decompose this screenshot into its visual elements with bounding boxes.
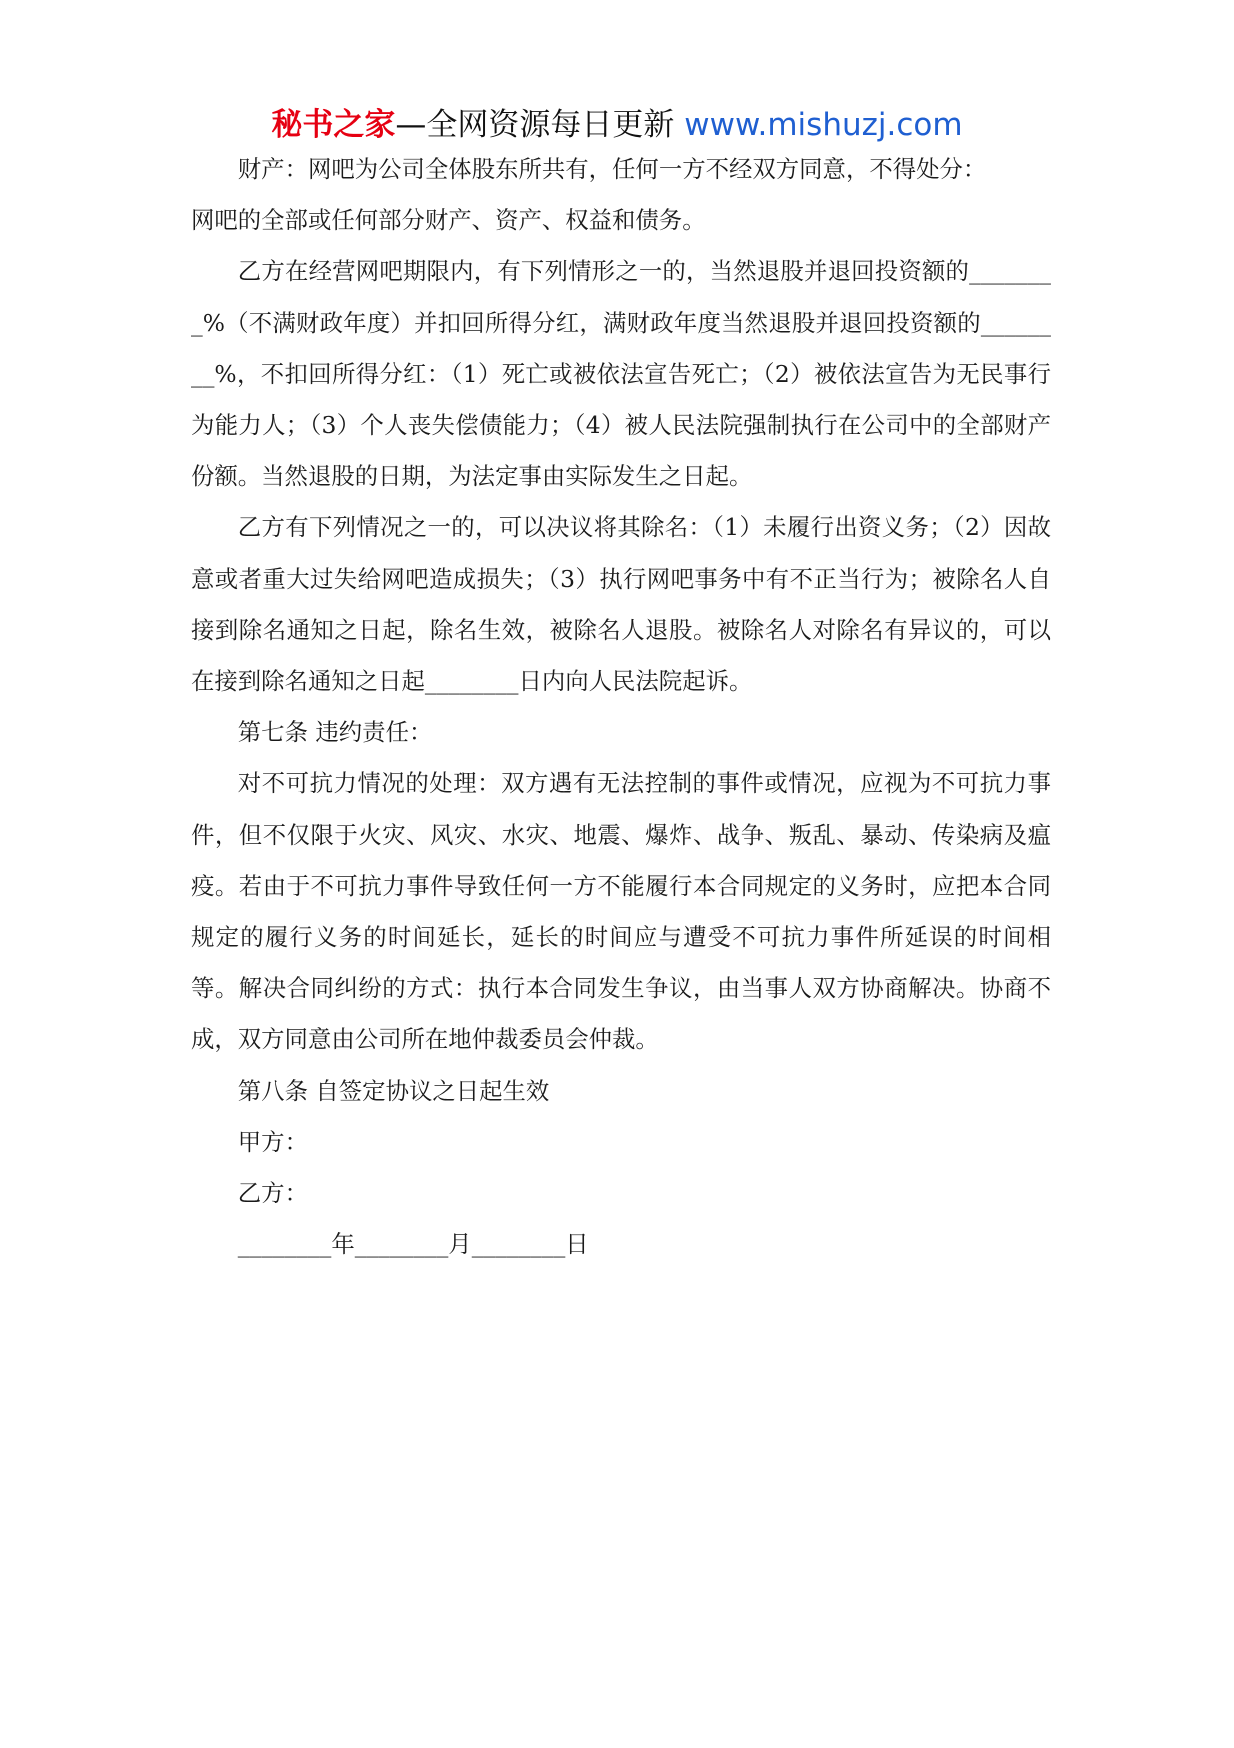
article-8-heading: 第八条 自签定协议之日起生效	[237, 1076, 550, 1105]
document-body	[191, 144, 1051, 1270]
party-b-signature-line: 乙方：	[237, 1179, 308, 1208]
site-banner	[0, 103, 1234, 147]
article-7-heading: 第七条 违约责任：	[237, 718, 433, 747]
brand-name: 秘书之家	[271, 107, 396, 143]
site-url-link[interactable]: www.mishuzj.com	[684, 107, 963, 143]
paragraph-force-majeure: 对不可抗力情况的处理：双方遇有无法控制的事件或情况，应视为不可抗力事件，但不仅限于火灾、风灾、水灾、地震、爆炸、战争、叛乱、暴动、传染病及瘟疫。若由于不可抗力事件导致任何一方不能履行本合同规定的义务时，应把本合同规定的履行义务的时间延长，延长的时间应与遭受不可抗力事件所延误的时间相等。解决合同纠纷的方式：执行本合同发生争议，由当事人双方协商解决。协商不成，双方同意由公司所在地仲裁委员会仲裁。	[191, 769, 1051, 1054]
paragraph-property-continuation: 网吧的全部或任何部分财产、资产、权益和债务。	[191, 206, 706, 235]
paragraph-expulsion-terms: 乙方有下列情况之一的，可以决议将其除名：（1）未履行出资义务；（2）因故意或者重大过失给网吧造成损失；（3）执行网吧事务中有不正当行为；被除名人自接到除名通知之日起，除名生效，被除名人退股。被除名人对除名有异议的，可以在接到除名通知之日起________日内向人民法院起诉。	[191, 513, 1051, 696]
paragraph-withdrawal-terms: 乙方在经营网吧期限内，有下列情形之一的，当然退股并退回投资额的________%（不满财政年度）并扣回所得分红，满财政年度当然退股并退回投资额的________%，不扣回所得分红：（1）死亡或被依法宣告死亡；（2）被依法宣告为无民事行为能力人；（3）个人丧失偿债能力；（4）被人民法院强制执行在公司中的全部财产份额。当然退股的日期，为法定事由实际发生之日起。	[191, 257, 1051, 491]
party-a-signature-line: 甲方：	[237, 1127, 308, 1156]
date-line: ________年________月________日	[237, 1230, 589, 1259]
banner-slogan: —全网资源每日更新	[395, 107, 675, 143]
paragraph-property-clause: 财产：网吧为公司全体股东所共有，任何一方不经双方同意，不得处分：	[237, 155, 987, 183]
